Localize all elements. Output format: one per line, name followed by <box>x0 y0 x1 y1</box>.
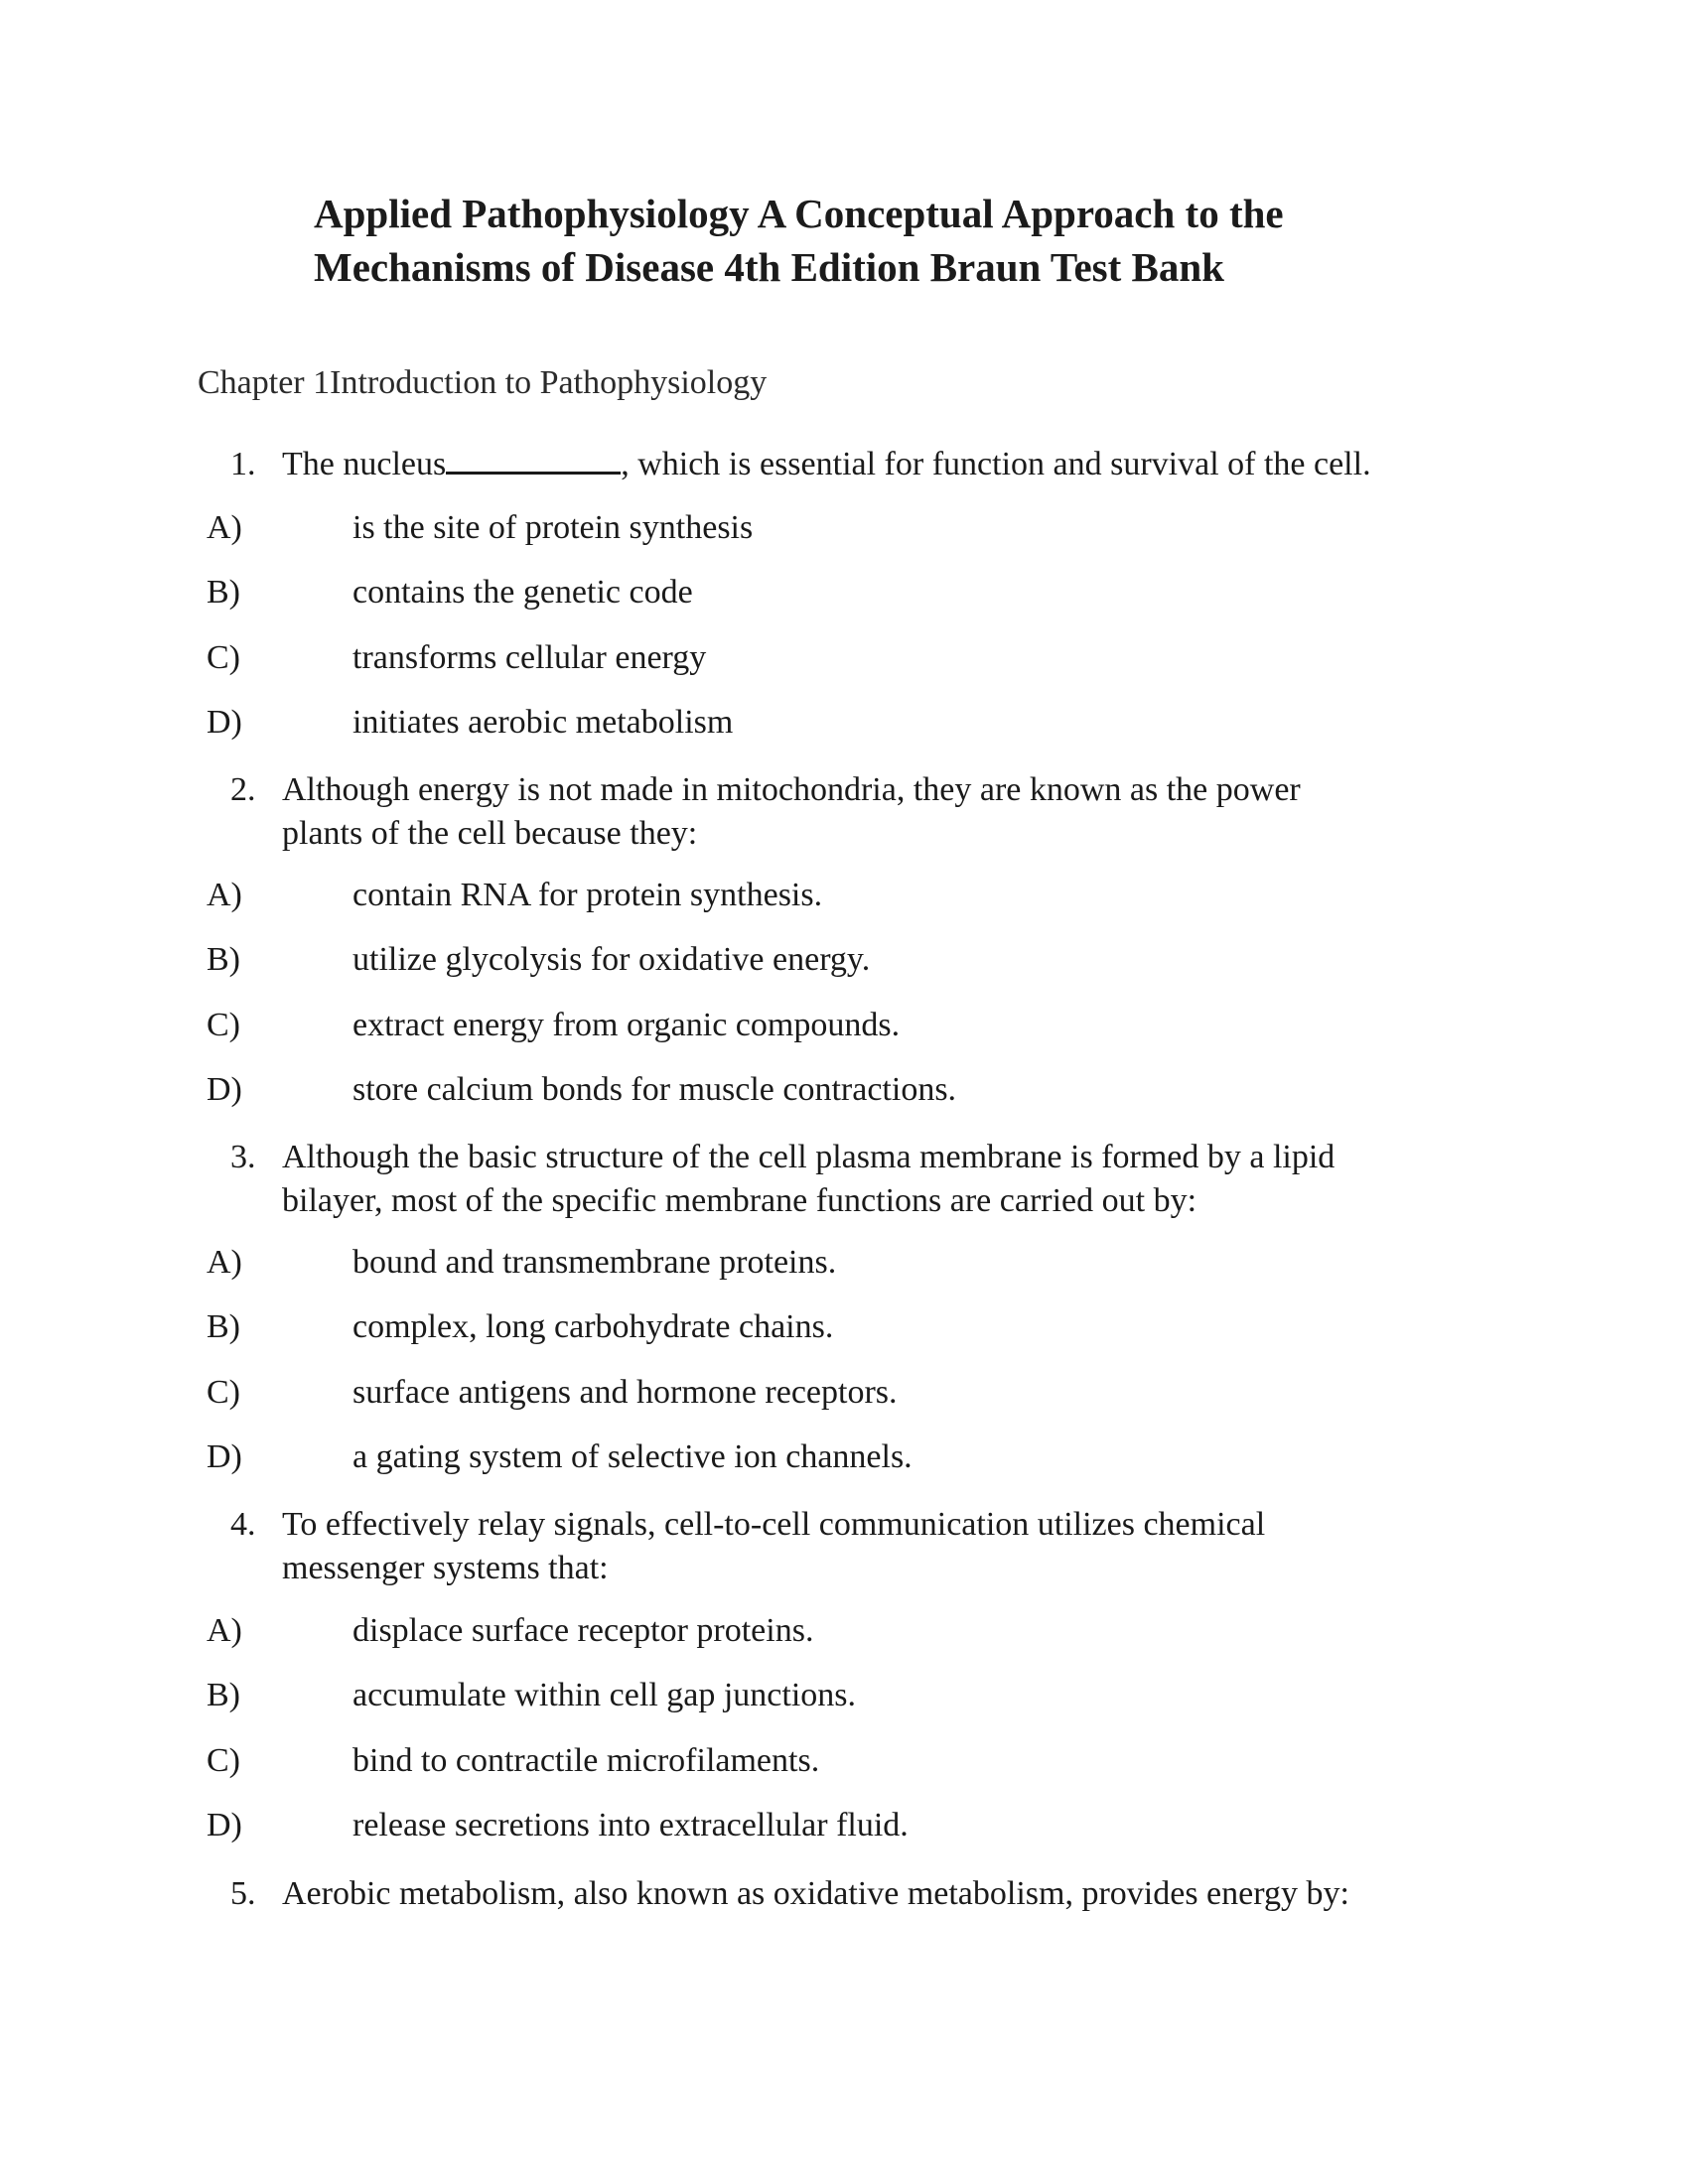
question-text-line-2: plants of the cell because they: <box>282 815 698 852</box>
question-text-before-blank: The nucleus <box>282 446 447 482</box>
title-line-1: Applied Pathophysiology A Conceptual Approach to the <box>314 191 1284 236</box>
question-text-line-1: Although the basic structure of the cell plasma membrane is formed by a lipid <box>282 1139 1336 1175</box>
question-5-stem <box>230 1872 1462 1916</box>
option-text: bind to contractile microfilaments. <box>352 1742 820 1779</box>
option-letter: C) <box>207 1374 240 1411</box>
title-line-2: Mechanisms of Disease 4th Edition Braun Test Bank <box>314 244 1224 290</box>
option-letter: C) <box>207 1742 240 1779</box>
question-text-line-1: Aerobic metabolism, also known as oxidative metabolism, provides energy by: <box>282 1875 1349 1912</box>
question-number: 3. <box>230 1139 256 1175</box>
option-letter: A) <box>207 1612 242 1649</box>
question-number: 2. <box>230 771 256 808</box>
chapter-heading: Chapter 1Introduction to Pathophysiology <box>198 364 768 401</box>
option-text: displace surface receptor proteins. <box>352 1612 814 1649</box>
option-text: accumulate within cell gap junctions. <box>352 1677 857 1713</box>
question-number: 1. <box>230 446 256 482</box>
option-text: store calcium bonds for muscle contractions. <box>352 1071 957 1108</box>
question-text-line-1: Although energy is not made in mitochondria, they are known as the power <box>282 771 1301 808</box>
option-text: transforms cellular energy <box>352 639 707 676</box>
option-text: contain RNA for protein synthesis. <box>352 877 823 913</box>
question-1-stem <box>230 443 1462 486</box>
question-3-stem <box>230 1136 1462 1223</box>
question-text-line-1: To effectively relay signals, cell-to-cell communication utilizes chemical <box>282 1506 1266 1543</box>
question-4-stem <box>230 1503 1462 1590</box>
option-letter: B) <box>207 574 240 611</box>
fill-in-blank <box>446 444 621 475</box>
question-text-line-2: bilayer, most of the specific membrane functions are carried out by: <box>282 1182 1197 1219</box>
option-letter: A) <box>207 509 242 546</box>
option-letter: B) <box>207 1308 240 1345</box>
document-title <box>314 187 1406 294</box>
option-letter: C) <box>207 639 240 676</box>
question-2-stem <box>230 768 1462 856</box>
option-letter: D) <box>207 1071 242 1108</box>
option-letter: B) <box>207 1677 240 1713</box>
question-text-after-blank: , which is essential for function and survival of the cell. <box>621 446 1371 482</box>
option-text: extract energy from organic compounds. <box>352 1007 901 1043</box>
option-text: utilize glycolysis for oxidative energy. <box>352 941 871 978</box>
option-letter: D) <box>207 1807 242 1843</box>
option-letter: D) <box>207 1438 242 1475</box>
option-letter: D) <box>207 704 242 741</box>
option-text: a gating system of selective ion channels. <box>352 1438 913 1475</box>
option-text: is the site of protein synthesis <box>352 509 754 546</box>
question-number: 4. <box>230 1506 256 1543</box>
option-text: contains the genetic code <box>352 574 693 611</box>
option-letter: A) <box>207 1244 242 1281</box>
question-text-line-2: messenger systems that: <box>282 1550 609 1586</box>
option-text: initiates aerobic metabolism <box>352 704 734 741</box>
option-letter: C) <box>207 1007 240 1043</box>
option-text: surface antigens and hormone receptors. <box>352 1374 898 1411</box>
option-text: complex, long carbohydrate chains. <box>352 1308 834 1345</box>
option-text: bound and transmembrane proteins. <box>352 1244 837 1281</box>
question-number: 5. <box>230 1875 256 1912</box>
option-text: release secretions into extracellular fluid. <box>352 1807 909 1843</box>
option-letter: B) <box>207 941 240 978</box>
option-letter: A) <box>207 877 242 913</box>
